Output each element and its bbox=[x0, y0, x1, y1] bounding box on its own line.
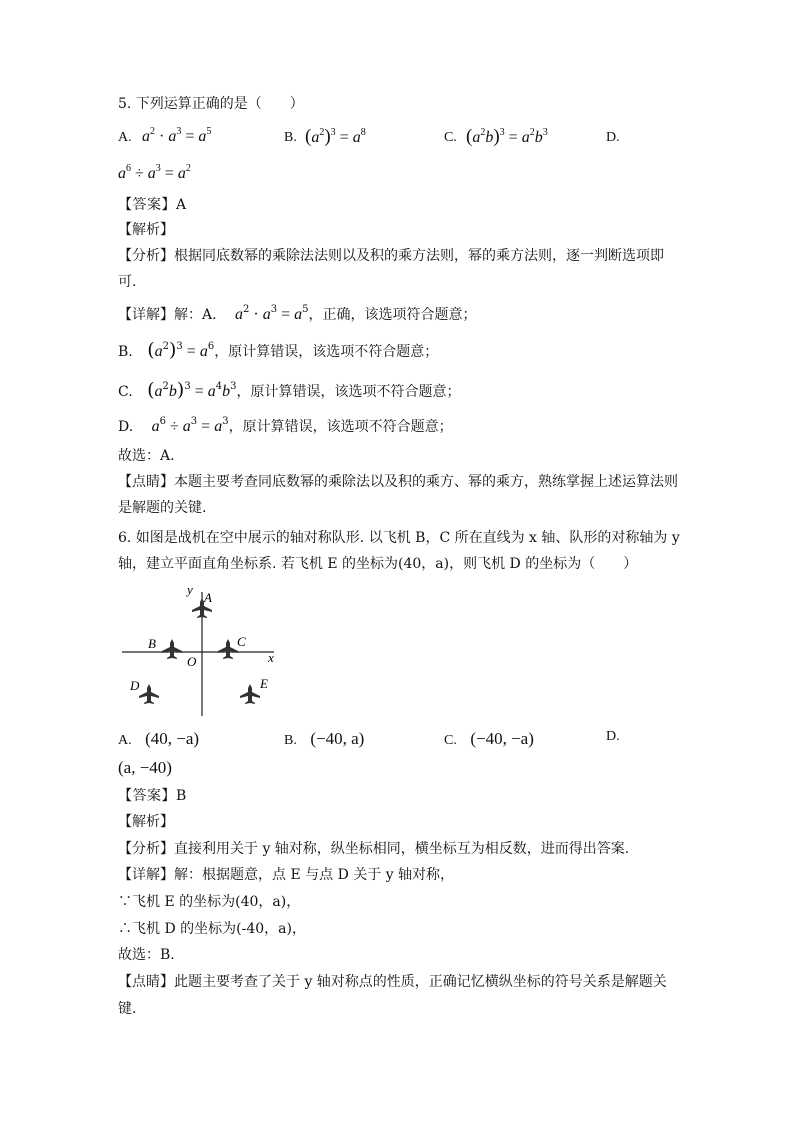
q5-detail-d: D. $a^6 \div a^3 = a^3$，原计算错误，该选项不符合题意； bbox=[118, 416, 453, 435]
y-axis-label: y bbox=[187, 582, 193, 597]
plane-c-icon bbox=[218, 639, 238, 659]
q5-fenxi-line2: 可. bbox=[118, 274, 137, 290]
q6-option-b-label: B. bbox=[284, 733, 297, 748]
q5-option-b-expr: $(a^2)^3 = a^8$ bbox=[305, 126, 366, 147]
q5-stem: 5. 下列运算正确的是（ ） bbox=[118, 96, 304, 112]
q5-analysis-head: 【解析】 bbox=[118, 222, 174, 238]
q5-fenxi-line1: 【分析】根据同底数幂的乘除法法则以及积的乘方法则，幂的乘方法则，逐一判断选项即 bbox=[118, 248, 664, 264]
q6-detail: 【详解】解：根据题意，点 E 与点 D 关于 y 轴对称， bbox=[118, 867, 455, 883]
q6-option-d-label: D. bbox=[606, 729, 620, 744]
plane-c-label: C bbox=[237, 634, 246, 649]
q6-stem-line2: 轴，建立平面直角坐标系. 若飞机 E 的坐标为(40，a)，则飞机 D 的坐标为（ ） bbox=[118, 556, 638, 572]
q5-dianjing-line1: 【点睛】本题主要考查同底数幂的乘除法以及积的乘方、幂的乘方，熟练掌握上述运算法则 bbox=[118, 474, 678, 490]
q6-analysis-head: 【解析】 bbox=[118, 814, 174, 830]
q5-choose: 故选：A. bbox=[118, 448, 175, 464]
q5-dianjing-line2: 是解题的关键. bbox=[118, 500, 207, 516]
q6-stem-line1: 6. 如图是战机在空中展示的轴对称队形. 以飞机 B，C 所在直线为 x 轴、队形的对称轴为 y bbox=[118, 530, 680, 546]
q6-option-d bbox=[606, 729, 620, 745]
formation-figure bbox=[118, 578, 288, 720]
q6-option-b-expr: (−40, a) bbox=[310, 729, 365, 748]
x-axis-label: x bbox=[268, 650, 274, 665]
q5-detail-d-expr: $a^6 \div a^3 = a^3$ bbox=[151, 416, 229, 435]
q5-detail-b: B. $(a^2)^3 = a^6$，原计算错误，该选项不符合题意； bbox=[118, 339, 439, 361]
q5-detail-a-expr: $a^2 \cdot a^3 = a^5$ bbox=[235, 304, 309, 323]
q6-option-c-label: C. bbox=[444, 733, 457, 748]
q6-option-a-expr: (40, −a) bbox=[145, 729, 200, 748]
q6-therefore: ∴飞机 D 的坐标为(-40，a)， bbox=[118, 921, 306, 937]
q6-option-a bbox=[118, 729, 199, 749]
q5-option-d-label: D. bbox=[606, 130, 620, 145]
q6-option-c-expr: (−40, −a) bbox=[470, 729, 534, 748]
q5-option-a bbox=[118, 130, 132, 146]
q5-detail-c-expr: $(a^2b)^3 = a^4b^3$ bbox=[147, 379, 237, 401]
q6-fenxi: 【分析】直接利用关于 y 轴对称，纵坐标相同，横坐标互为相反数，进而得出答案. bbox=[118, 841, 630, 857]
q5-option-a-expr: $a^2 \cdot a^3 = a^5$ bbox=[142, 126, 212, 145]
q5-answer: 【答案】A bbox=[118, 197, 187, 213]
q5-option-c-expr: $(a^2b)^3 = a^2b^3$ bbox=[466, 126, 548, 147]
q6-choose: 故选：B. bbox=[118, 947, 175, 963]
q6-option-d-expr-wrap bbox=[118, 758, 172, 778]
q5-detail-c: C. $(a^2b)^3 = a^4b^3$，原计算错误，该选项不符合题意； bbox=[118, 379, 461, 401]
plane-b-label: B bbox=[148, 636, 156, 651]
plane-e-icon bbox=[240, 684, 260, 704]
q6-because: ∵飞机 E 的坐标为(40，a)， bbox=[118, 894, 301, 910]
plane-d-label: D bbox=[130, 678, 140, 693]
q5-option-c-label: C. bbox=[444, 130, 457, 145]
q6-option-a-label: A. bbox=[118, 733, 132, 748]
q5-detail-b-expr: $(a^2)^3 = a^6$ bbox=[147, 339, 215, 361]
q6-option-d-expr: (a, −40) bbox=[118, 758, 172, 777]
q5-option-d bbox=[606, 130, 620, 146]
q5-detail-a: 【详解】解：A. $a^2 \cdot a^3 = a^5$，正确，该选项符合题意； bbox=[118, 304, 477, 323]
plane-b-icon bbox=[162, 639, 182, 659]
plane-a-label: A bbox=[204, 590, 212, 605]
q6-option-b bbox=[284, 729, 364, 749]
q5-option-b-label: B. bbox=[284, 130, 297, 145]
q5-option-b bbox=[284, 130, 297, 146]
q6-answer: 【答案】B bbox=[118, 788, 187, 804]
plane-d-icon bbox=[139, 684, 159, 704]
q6-option-c bbox=[444, 729, 534, 749]
q5-option-a-label: A. bbox=[118, 130, 132, 145]
q6-dianjing-line2: 键. bbox=[118, 1001, 137, 1017]
q5-option-c bbox=[444, 130, 457, 146]
plane-e-label: E bbox=[260, 676, 268, 691]
q5-option-d-expr: $a^6 \div a^3 = a^2$ bbox=[118, 163, 191, 182]
origin-label: O bbox=[187, 654, 197, 669]
q6-dianjing-line1: 【点睛】此题主要考查了关于 y 轴对称点的性质，正确记忆横纵坐标的符号关系是解题关 bbox=[118, 974, 667, 990]
